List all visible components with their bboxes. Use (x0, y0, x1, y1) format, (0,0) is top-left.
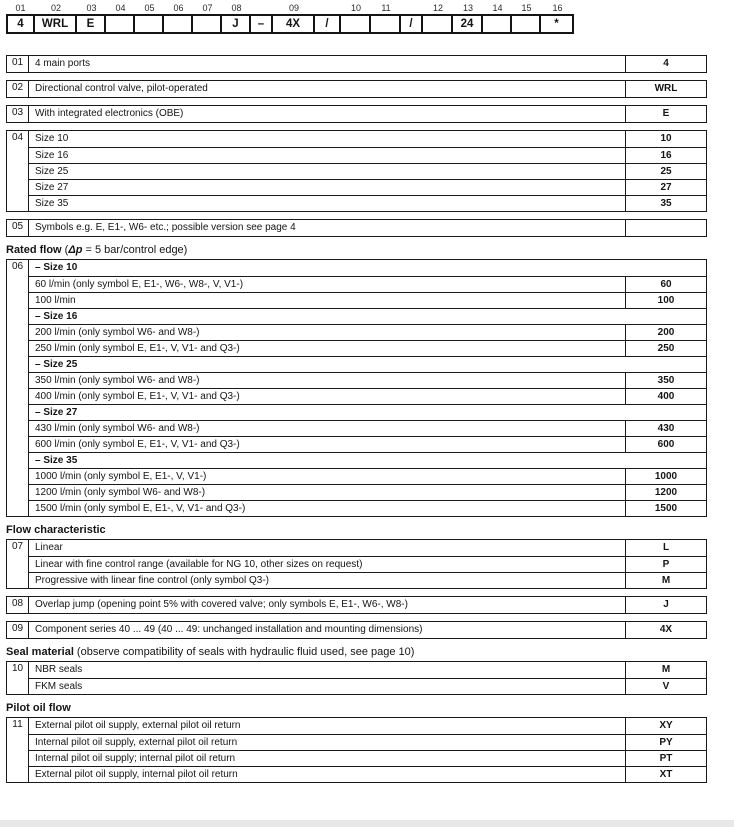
code-position-value (510, 14, 541, 34)
option-code: J (625, 597, 706, 613)
option-description: Internal pilot oil supply; internal pilot oil return (35, 753, 236, 764)
heading-bold-text: Rated flow (6, 244, 62, 256)
option-description: Size 27 (35, 182, 69, 193)
option-code: PT (625, 751, 706, 766)
option-code: 16 (625, 148, 706, 163)
code-position-02 (35, 3, 77, 34)
code-position-label (251, 3, 273, 14)
size-header-row (29, 308, 706, 324)
option-row (29, 484, 706, 500)
option-description: Internal pilot oil supply, external pilot oil return (35, 737, 238, 748)
code-position-value (162, 14, 193, 34)
option-row (29, 195, 706, 211)
option-description: 100 l/min (35, 295, 76, 306)
option-code: 250 (625, 341, 706, 356)
code-position-value: * (539, 14, 574, 34)
option-description: 430 l/min (only symbol W6- and W8-) (35, 423, 200, 434)
code-position-label: 02 (50, 3, 61, 13)
group-number: 05 (7, 220, 29, 236)
option-row (29, 372, 706, 388)
section-heading-seal-material (6, 646, 707, 659)
group-number: 08 (7, 597, 29, 613)
heading-text: = 5 bar/control edge) (82, 244, 188, 256)
size-header-label: – Size 25 (35, 359, 78, 370)
option-description: External pilot oil supply, external pilot oil return (35, 720, 241, 731)
code-separator-value: – (249, 14, 273, 34)
heading-text: ( (61, 244, 69, 256)
option-row (29, 734, 706, 750)
size-header-label: – Size 16 (35, 311, 78, 322)
code-group-01 (6, 55, 707, 73)
code-position-label: 08 (231, 3, 242, 13)
option-code: 1000 (625, 469, 706, 484)
code-position-16 (541, 3, 574, 34)
code-position-label: 15 (521, 3, 532, 13)
option-code: 350 (625, 373, 706, 388)
option-row (29, 597, 706, 613)
option-row (29, 131, 706, 147)
option-description: 60 l/min (only symbol E, E1-, W6-, W8-, V, V1-) (35, 279, 244, 290)
option-row (29, 388, 706, 404)
code-position-value (104, 14, 135, 34)
option-description: Size 35 (35, 198, 69, 209)
section-heading-pilot-oil-flow (6, 702, 707, 715)
option-row (29, 572, 706, 588)
heading-bold-text: Seal material (6, 646, 74, 658)
option-row (29, 56, 706, 72)
option-description: FKM seals (35, 681, 83, 692)
group-number: 02 (7, 81, 29, 97)
code-position-label: 06 (173, 3, 184, 13)
group-number: 03 (7, 106, 29, 122)
code-position-10 (341, 3, 371, 34)
group-number: 10 (7, 662, 29, 694)
section-heading-flow-characteristic (6, 524, 707, 537)
code-group-03 (6, 105, 707, 123)
heading-bold-text: Pilot oil flow (6, 702, 71, 714)
size-header-row (29, 260, 706, 276)
code-position-12 (423, 3, 453, 34)
group-number: 04 (7, 131, 29, 211)
option-code: E (625, 106, 706, 122)
code-separator-slash-1 (315, 3, 341, 34)
option-row (29, 179, 706, 195)
code-position-14 (483, 3, 512, 34)
code-position-15 (512, 3, 541, 34)
code-position-label: 16 (552, 3, 563, 13)
code-separator-value: / (399, 14, 423, 34)
option-row (29, 556, 706, 572)
size-header-label: – Size 27 (35, 407, 78, 418)
group-number: 11 (7, 718, 29, 782)
option-description: With integrated electronics (OBE) (35, 108, 184, 119)
option-row (29, 468, 706, 484)
option-description: 1500 l/min (only symbol E, E1-, V, V1- and Q3-) (35, 503, 246, 514)
code-position-08 (222, 3, 251, 34)
code-position-label: 01 (15, 3, 26, 13)
code-position-01 (6, 3, 35, 34)
ordering-code-bar (6, 3, 707, 34)
option-code: WRL (625, 81, 706, 97)
heading-delta-p: Δp (68, 244, 83, 256)
option-description: 1200 l/min (only symbol W6- and W8-) (35, 487, 206, 498)
size-header-label: – Size 10 (35, 262, 78, 273)
option-code (625, 220, 706, 236)
code-separator-slash-2 (401, 3, 423, 34)
option-description: 200 l/min (only symbol W6- and W8-) (35, 327, 200, 338)
option-description: Linear (35, 542, 63, 553)
group-number: 06 (7, 260, 29, 516)
option-row (29, 750, 706, 766)
option-code: P (625, 557, 706, 572)
option-row (29, 662, 706, 678)
option-code: 60 (625, 277, 706, 292)
option-code: XT (625, 767, 706, 782)
size-header-row (29, 404, 706, 420)
size-header-row (29, 452, 706, 468)
code-separator-value: / (313, 14, 341, 34)
code-position-value: 24 (451, 14, 483, 34)
option-row (29, 420, 706, 436)
option-row (29, 276, 706, 292)
option-row (29, 220, 706, 236)
code-position-label (315, 3, 341, 14)
option-code: V (625, 679, 706, 694)
option-description: Symbols e.g. E, E1-, W6- etc.; possible version see page 4 (35, 222, 296, 233)
option-code: 400 (625, 389, 706, 404)
option-row (29, 324, 706, 340)
code-position-value (133, 14, 164, 34)
code-group-05 (6, 219, 707, 237)
option-row (29, 540, 706, 556)
option-code: 10 (625, 131, 706, 147)
option-description: 4 main ports (35, 58, 91, 69)
code-position-value: J (220, 14, 251, 34)
size-header-label: – Size 35 (35, 455, 78, 466)
option-description: NBR seals (35, 664, 83, 675)
code-position-label: 13 (462, 3, 473, 13)
option-code: 4 (625, 56, 706, 72)
option-code: L (625, 540, 706, 556)
option-code: 4X (625, 622, 706, 638)
code-group-02 (6, 80, 707, 98)
code-position-07 (193, 3, 222, 34)
option-code: 430 (625, 421, 706, 436)
option-description: Component series 40 ... 49 (40 ... 49: unchanged installation and mounting dimensions) (35, 624, 423, 635)
code-position-label: 07 (202, 3, 213, 13)
code-position-value (481, 14, 512, 34)
option-row (29, 163, 706, 179)
option-code: XY (625, 718, 706, 734)
option-row (29, 147, 706, 163)
option-description: 1000 l/min (only symbol E, E1-, V, V1-) (35, 471, 207, 482)
code-position-value: 4 (6, 14, 35, 34)
option-description: Size 16 (35, 150, 69, 161)
code-group-07 (6, 539, 707, 589)
size-header-row (29, 356, 706, 372)
option-description: Size 25 (35, 166, 69, 177)
option-description: 350 l/min (only symbol W6- and W8-) (35, 375, 200, 386)
code-position-value: 4X (271, 14, 315, 34)
option-code: 27 (625, 180, 706, 195)
code-position-label (401, 3, 423, 14)
option-row (29, 106, 706, 122)
option-row (29, 500, 706, 516)
code-group-08 (6, 596, 707, 614)
page-bottom-strip (0, 820, 734, 827)
code-position-value (191, 14, 222, 34)
code-position-09 (273, 3, 315, 34)
code-group-10 (6, 661, 707, 695)
group-number: 01 (7, 56, 29, 72)
code-position-value: E (75, 14, 106, 34)
code-position-label: 05 (144, 3, 155, 13)
option-row (29, 718, 706, 734)
option-code: 1200 (625, 485, 706, 500)
code-position-value (369, 14, 401, 34)
option-description: External pilot oil supply, internal pilot oil return (35, 769, 238, 780)
code-position-label: 10 (350, 3, 361, 13)
code-group-09 (6, 621, 707, 639)
code-position-value: WRL (33, 14, 77, 34)
code-position-label: 03 (86, 3, 97, 13)
code-position-label: 14 (492, 3, 503, 13)
code-position-label: 11 (381, 3, 391, 13)
code-position-03 (77, 3, 106, 34)
group-number: 07 (7, 540, 29, 588)
code-position-05 (135, 3, 164, 34)
option-description: Overlap jump (opening point 5% with covered valve; only symbols E, E1-, W6-, W8-) (35, 599, 408, 610)
code-separator-dash (251, 3, 273, 34)
option-row (29, 678, 706, 694)
code-position-value (421, 14, 453, 34)
code-group-04 (6, 130, 707, 212)
option-code: 25 (625, 164, 706, 179)
option-code: PY (625, 735, 706, 750)
heading-bold-text: Flow characteristic (6, 524, 106, 536)
code-position-11 (371, 3, 401, 34)
option-description: Size 10 (35, 133, 69, 144)
option-row (29, 81, 706, 97)
option-code: 1500 (625, 501, 706, 516)
option-description: Progressive with linear fine control (only symbol Q3-) (35, 575, 269, 586)
option-description: 250 l/min (only symbol E, E1-, V, V1- and Q3-) (35, 343, 240, 354)
option-row (29, 622, 706, 638)
code-position-label: 12 (432, 3, 443, 13)
option-row (29, 340, 706, 356)
option-description: Directional control valve, pilot-operated (35, 83, 208, 94)
option-code: 200 (625, 325, 706, 340)
option-row (29, 292, 706, 308)
option-code: M (625, 662, 706, 678)
option-row (29, 766, 706, 782)
option-code: M (625, 573, 706, 588)
code-group-06 (6, 259, 707, 517)
code-position-label: 04 (115, 3, 126, 13)
option-description: 600 l/min (only symbol E, E1-, V, V1- and Q3-) (35, 439, 240, 450)
option-code: 35 (625, 196, 706, 211)
option-code: 100 (625, 293, 706, 308)
option-row (29, 436, 706, 452)
code-position-label: 09 (288, 3, 299, 13)
code-position-06 (164, 3, 193, 34)
option-code: 600 (625, 437, 706, 452)
option-description: Linear with fine control range (available for NG 10, other sizes on request) (35, 559, 363, 570)
group-number: 09 (7, 622, 29, 638)
code-position-value (339, 14, 371, 34)
code-group-11 (6, 717, 707, 783)
option-description: 400 l/min (only symbol E, E1-, V, V1- and Q3-) (35, 391, 240, 402)
code-position-13 (453, 3, 483, 34)
code-position-04 (106, 3, 135, 34)
section-heading-rated-flow (6, 244, 707, 257)
heading-text: (observe compatibility of seals with hydraulic fluid used, see page 10) (73, 646, 415, 658)
page-content (6, 3, 707, 790)
